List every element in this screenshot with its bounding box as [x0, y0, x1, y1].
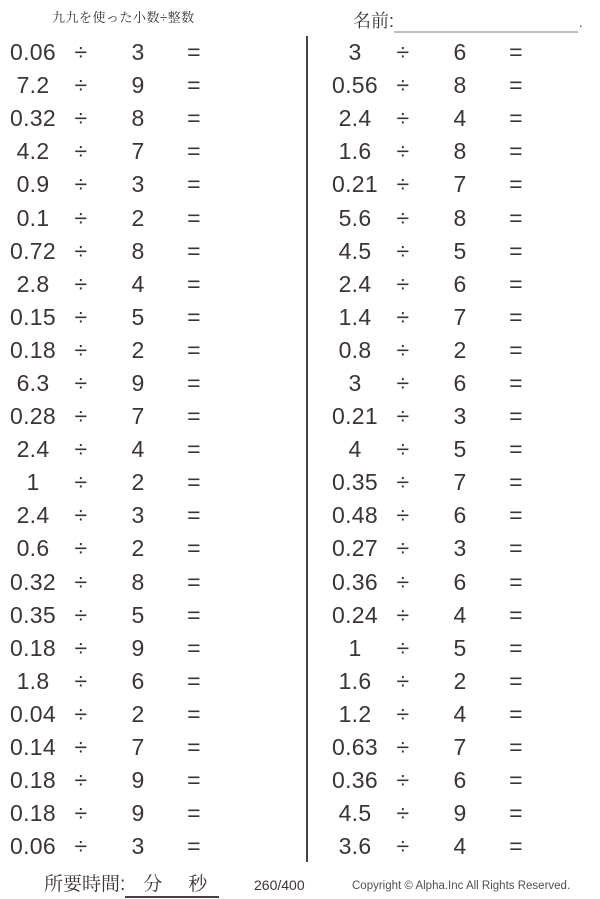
- problem-row: [0, 168, 208, 201]
- equals-sign: =: [187, 436, 201, 463]
- dividend-value: 0.15: [10, 303, 56, 330]
- problem-row: [0, 36, 208, 69]
- divide-sign: ÷: [74, 800, 88, 827]
- divisor-value: 7: [131, 138, 145, 165]
- equals-sign: =: [509, 601, 523, 628]
- divisor-value: 2: [453, 667, 467, 694]
- equals-sign: =: [187, 667, 201, 694]
- problem-row: [0, 499, 208, 532]
- equals-sign: =: [187, 601, 201, 628]
- divide-sign: ÷: [396, 138, 410, 165]
- problem-row: [322, 301, 530, 334]
- divide-sign: ÷: [74, 403, 88, 430]
- divide-sign: ÷: [396, 369, 410, 396]
- problem-row: [0, 135, 208, 168]
- problem-row: [0, 797, 208, 830]
- dividend-value: 0.32: [10, 105, 56, 132]
- problem-row: [0, 301, 208, 334]
- equals-sign: =: [187, 800, 201, 827]
- divisor-value: 4: [131, 270, 145, 297]
- divide-sign: ÷: [396, 72, 410, 99]
- dividend-value: 3.6: [338, 833, 372, 860]
- dividend-value: 1.6: [338, 667, 372, 694]
- name-line-end-dot: .: [579, 15, 583, 30]
- divisor-value: 6: [131, 667, 145, 694]
- divisor-value: 4: [453, 700, 467, 727]
- equals-sign: =: [187, 171, 201, 198]
- problem-row: [0, 235, 208, 268]
- dividend-value: 0.35: [332, 469, 378, 496]
- problem-row: [0, 599, 208, 632]
- divide-sign: ÷: [74, 204, 88, 231]
- dividend-value: 5.6: [338, 204, 372, 231]
- equals-sign: =: [509, 72, 523, 99]
- time-blank-line: [125, 869, 219, 898]
- equals-sign: =: [187, 767, 201, 794]
- problem-row: [322, 69, 530, 102]
- name-blank-line: [394, 13, 578, 33]
- divisor-value: 7: [131, 403, 145, 430]
- equals-sign: =: [187, 700, 201, 727]
- divisor-value: 9: [453, 800, 467, 827]
- equals-sign: =: [187, 105, 201, 132]
- divide-sign: ÷: [396, 436, 410, 463]
- name-field: [353, 7, 583, 33]
- name-label: 名前:: [353, 11, 395, 31]
- dividend-value: 2.4: [16, 436, 50, 463]
- problem-row: [322, 466, 530, 499]
- problem-row: [322, 334, 530, 367]
- divide-sign: ÷: [74, 469, 88, 496]
- dividend-value: 0.14: [10, 734, 56, 761]
- equals-sign: =: [509, 700, 523, 727]
- divisor-value: 2: [131, 535, 145, 562]
- problem-row: [322, 201, 530, 234]
- problem-row: [322, 235, 530, 268]
- divide-sign: ÷: [396, 39, 410, 66]
- dividend-value: 0.48: [332, 502, 378, 529]
- divisor-value: 4: [453, 105, 467, 132]
- divisor-value: 7: [453, 734, 467, 761]
- dividend-value: 4.5: [338, 237, 372, 264]
- problem-row: [0, 665, 208, 698]
- problem-row: [322, 764, 530, 797]
- divisor-value: 5: [453, 634, 467, 661]
- time-field: [44, 869, 219, 898]
- divide-sign: ÷: [396, 502, 410, 529]
- minutes-label: 分: [143, 874, 163, 895]
- dividend-value: 0.18: [10, 800, 56, 827]
- problem-row: [322, 135, 530, 168]
- equals-sign: =: [187, 138, 201, 165]
- dividend-value: 0.18: [10, 634, 56, 661]
- equals-sign: =: [187, 403, 201, 430]
- divisor-value: 2: [131, 336, 145, 363]
- dividend-value: 1.6: [338, 138, 372, 165]
- dividend-value: 1.8: [16, 667, 50, 694]
- problem-row: [322, 797, 530, 830]
- equals-sign: =: [509, 634, 523, 661]
- problem-row: [322, 400, 530, 433]
- dividend-value: 4: [348, 436, 362, 463]
- divisor-value: 3: [131, 833, 145, 860]
- divide-sign: ÷: [396, 469, 410, 496]
- divide-sign: ÷: [396, 601, 410, 628]
- divide-sign: ÷: [396, 336, 410, 363]
- divide-sign: ÷: [74, 601, 88, 628]
- equals-sign: =: [187, 535, 201, 562]
- divisor-value: 8: [131, 105, 145, 132]
- problem-row: [0, 400, 208, 433]
- divisor-value: 6: [453, 502, 467, 529]
- dividend-value: 0.06: [10, 833, 56, 860]
- divide-sign: ÷: [396, 634, 410, 661]
- time-label: 所要時間:: [44, 874, 126, 895]
- dividend-value: 3: [348, 369, 362, 396]
- dividend-value: 0.63: [332, 734, 378, 761]
- equals-sign: =: [509, 403, 523, 430]
- divisor-value: 8: [453, 138, 467, 165]
- problem-row: [0, 201, 208, 234]
- problem-row: [0, 268, 208, 301]
- problem-row: [0, 433, 208, 466]
- divisor-value: 8: [131, 568, 145, 595]
- divisor-value: 5: [131, 601, 145, 628]
- divide-sign: ÷: [396, 303, 410, 330]
- divide-sign: ÷: [396, 767, 410, 794]
- equals-sign: =: [187, 270, 201, 297]
- dividend-value: 1: [26, 469, 40, 496]
- dividend-value: 4.2: [16, 138, 50, 165]
- divisor-value: 7: [453, 303, 467, 330]
- equals-sign: =: [187, 833, 201, 860]
- dividend-value: 0.28: [10, 403, 56, 430]
- divide-sign: ÷: [396, 105, 410, 132]
- divide-sign: ÷: [396, 535, 410, 562]
- equals-sign: =: [509, 469, 523, 496]
- divisor-value: 2: [131, 700, 145, 727]
- divide-sign: ÷: [74, 667, 88, 694]
- divisor-value: 6: [453, 369, 467, 396]
- dividend-value: 0.36: [332, 568, 378, 595]
- dividend-value: 1: [348, 634, 362, 661]
- dividend-value: 0.56: [332, 72, 378, 99]
- page-indicator: 260/400: [254, 877, 305, 893]
- column-divider: [306, 36, 308, 862]
- problem-row: [0, 466, 208, 499]
- dividend-value: 0.21: [332, 403, 378, 430]
- problem-row: [0, 764, 208, 797]
- problem-row: [322, 433, 530, 466]
- divide-sign: ÷: [396, 204, 410, 231]
- copyright: Copyright © Alpha.Inc All Rights Reserved.: [352, 880, 571, 892]
- divisor-value: 2: [131, 469, 145, 496]
- equals-sign: =: [509, 535, 523, 562]
- divisor-value: 5: [131, 303, 145, 330]
- divisor-value: 3: [131, 502, 145, 529]
- equals-sign: =: [187, 237, 201, 264]
- divisor-value: 9: [131, 72, 145, 99]
- dividend-value: 3: [348, 39, 362, 66]
- dividend-value: 0.27: [332, 535, 378, 562]
- equals-sign: =: [509, 568, 523, 595]
- divisor-value: 5: [453, 237, 467, 264]
- divisor-value: 2: [131, 204, 145, 231]
- divisor-value: 8: [453, 72, 467, 99]
- problem-row: [322, 367, 530, 400]
- divisor-value: 3: [453, 535, 467, 562]
- seconds-label: 秒: [188, 874, 208, 895]
- equals-sign: =: [187, 469, 201, 496]
- divide-sign: ÷: [74, 502, 88, 529]
- equals-sign: =: [187, 734, 201, 761]
- dividend-value: 4.5: [338, 800, 372, 827]
- problem-row: [322, 168, 530, 201]
- divide-sign: ÷: [74, 369, 88, 396]
- divisor-value: 3: [131, 39, 145, 66]
- divide-sign: ÷: [396, 171, 410, 198]
- equals-sign: =: [509, 270, 523, 297]
- divide-sign: ÷: [74, 237, 88, 264]
- equals-sign: =: [187, 634, 201, 661]
- problem-row: [322, 532, 530, 565]
- equals-sign: =: [187, 72, 201, 99]
- divisor-value: 6: [453, 270, 467, 297]
- equals-sign: =: [509, 303, 523, 330]
- divisor-value: 9: [131, 634, 145, 661]
- divide-sign: ÷: [396, 734, 410, 761]
- divide-sign: ÷: [396, 270, 410, 297]
- equals-sign: =: [187, 568, 201, 595]
- problem-row: [322, 268, 530, 301]
- equals-sign: =: [509, 436, 523, 463]
- divisor-value: 9: [131, 369, 145, 396]
- divide-sign: ÷: [74, 171, 88, 198]
- dividend-value: 1.4: [338, 303, 372, 330]
- divide-sign: ÷: [396, 568, 410, 595]
- divisor-value: 7: [131, 734, 145, 761]
- divide-sign: ÷: [74, 767, 88, 794]
- equals-sign: =: [509, 105, 523, 132]
- problem-row: [322, 698, 530, 731]
- dividend-value: 0.8: [338, 336, 372, 363]
- divisor-value: 7: [453, 469, 467, 496]
- dividend-value: 2.8: [16, 270, 50, 297]
- divisor-value: 6: [453, 39, 467, 66]
- divisor-value: 9: [131, 800, 145, 827]
- equals-sign: =: [187, 502, 201, 529]
- problem-row: [0, 69, 208, 102]
- divide-sign: ÷: [74, 72, 88, 99]
- problem-row: [322, 102, 530, 135]
- divide-sign: ÷: [74, 700, 88, 727]
- divide-sign: ÷: [74, 833, 88, 860]
- divisor-value: 4: [453, 601, 467, 628]
- dividend-value: 0.04: [10, 700, 56, 727]
- problem-row: [0, 698, 208, 731]
- divide-sign: ÷: [74, 634, 88, 661]
- equals-sign: =: [509, 369, 523, 396]
- dividend-value: 0.36: [332, 767, 378, 794]
- equals-sign: =: [509, 237, 523, 264]
- equals-sign: =: [187, 39, 201, 66]
- problem-row: [0, 367, 208, 400]
- divide-sign: ÷: [396, 800, 410, 827]
- dividend-value: 0.72: [10, 237, 56, 264]
- divide-sign: ÷: [74, 138, 88, 165]
- problem-row: [322, 36, 530, 69]
- divide-sign: ÷: [74, 336, 88, 363]
- divide-sign: ÷: [74, 39, 88, 66]
- divide-sign: ÷: [74, 270, 88, 297]
- equals-sign: =: [509, 800, 523, 827]
- divide-sign: ÷: [74, 105, 88, 132]
- dividend-value: 7.2: [16, 72, 50, 99]
- dividend-value: 2.4: [338, 105, 372, 132]
- divisor-value: 9: [131, 767, 145, 794]
- problem-row: [0, 632, 208, 665]
- dividend-value: 0.35: [10, 601, 56, 628]
- problem-row: [322, 499, 530, 532]
- dividend-value: 6.3: [16, 369, 50, 396]
- equals-sign: =: [509, 502, 523, 529]
- divide-sign: ÷: [74, 535, 88, 562]
- problem-row: [322, 830, 530, 863]
- divide-sign: ÷: [396, 700, 410, 727]
- divide-sign: ÷: [396, 833, 410, 860]
- divisor-value: 7: [453, 171, 467, 198]
- equals-sign: =: [509, 734, 523, 761]
- dividend-value: 0.18: [10, 336, 56, 363]
- equals-sign: =: [187, 369, 201, 396]
- dividend-value: 2.4: [16, 502, 50, 529]
- problem-row: [0, 334, 208, 367]
- problem-row: [322, 632, 530, 665]
- divisor-value: 3: [453, 403, 467, 430]
- divisor-value: 8: [453, 204, 467, 231]
- equals-sign: =: [187, 303, 201, 330]
- worksheet-title: 九九を使った小数÷整数: [52, 10, 195, 25]
- divisor-value: 2: [453, 336, 467, 363]
- problems-column-left: [0, 36, 208, 863]
- problem-row: [0, 532, 208, 565]
- problem-row: [322, 599, 530, 632]
- divide-sign: ÷: [74, 568, 88, 595]
- dividend-value: 0.18: [10, 767, 56, 794]
- divisor-value: 3: [131, 171, 145, 198]
- problem-row: [0, 731, 208, 764]
- dividend-value: 0.1: [16, 204, 50, 231]
- problem-row: [0, 102, 208, 135]
- problem-row: [0, 566, 208, 599]
- dividend-value: 2.4: [338, 270, 372, 297]
- problem-row: [322, 566, 530, 599]
- equals-sign: =: [187, 336, 201, 363]
- dividend-value: 0.24: [332, 601, 378, 628]
- equals-sign: =: [509, 767, 523, 794]
- divisor-value: 8: [131, 237, 145, 264]
- dividend-value: 0.6: [16, 535, 50, 562]
- equals-sign: =: [509, 39, 523, 66]
- dividend-value: 1.2: [338, 700, 372, 727]
- divisor-value: 5: [453, 436, 467, 463]
- problem-row: [322, 731, 530, 764]
- divisor-value: 4: [131, 436, 145, 463]
- divide-sign: ÷: [396, 667, 410, 694]
- divide-sign: ÷: [74, 303, 88, 330]
- equals-sign: =: [509, 667, 523, 694]
- divide-sign: ÷: [396, 237, 410, 264]
- divide-sign: ÷: [74, 734, 88, 761]
- problems-column-right: [322, 36, 530, 863]
- problem-row: [322, 665, 530, 698]
- divide-sign: ÷: [74, 436, 88, 463]
- equals-sign: =: [509, 138, 523, 165]
- dividend-value: 0.32: [10, 568, 56, 595]
- divisor-value: 6: [453, 568, 467, 595]
- dividend-value: 0.21: [332, 171, 378, 198]
- equals-sign: =: [509, 171, 523, 198]
- equals-sign: =: [509, 833, 523, 860]
- equals-sign: =: [187, 204, 201, 231]
- dividend-value: 0.9: [16, 171, 50, 198]
- equals-sign: =: [509, 204, 523, 231]
- dividend-value: 0.06: [10, 39, 56, 66]
- divide-sign: ÷: [396, 403, 410, 430]
- problem-row: [0, 830, 208, 863]
- divisor-value: 6: [453, 767, 467, 794]
- divisor-value: 4: [453, 833, 467, 860]
- equals-sign: =: [509, 336, 523, 363]
